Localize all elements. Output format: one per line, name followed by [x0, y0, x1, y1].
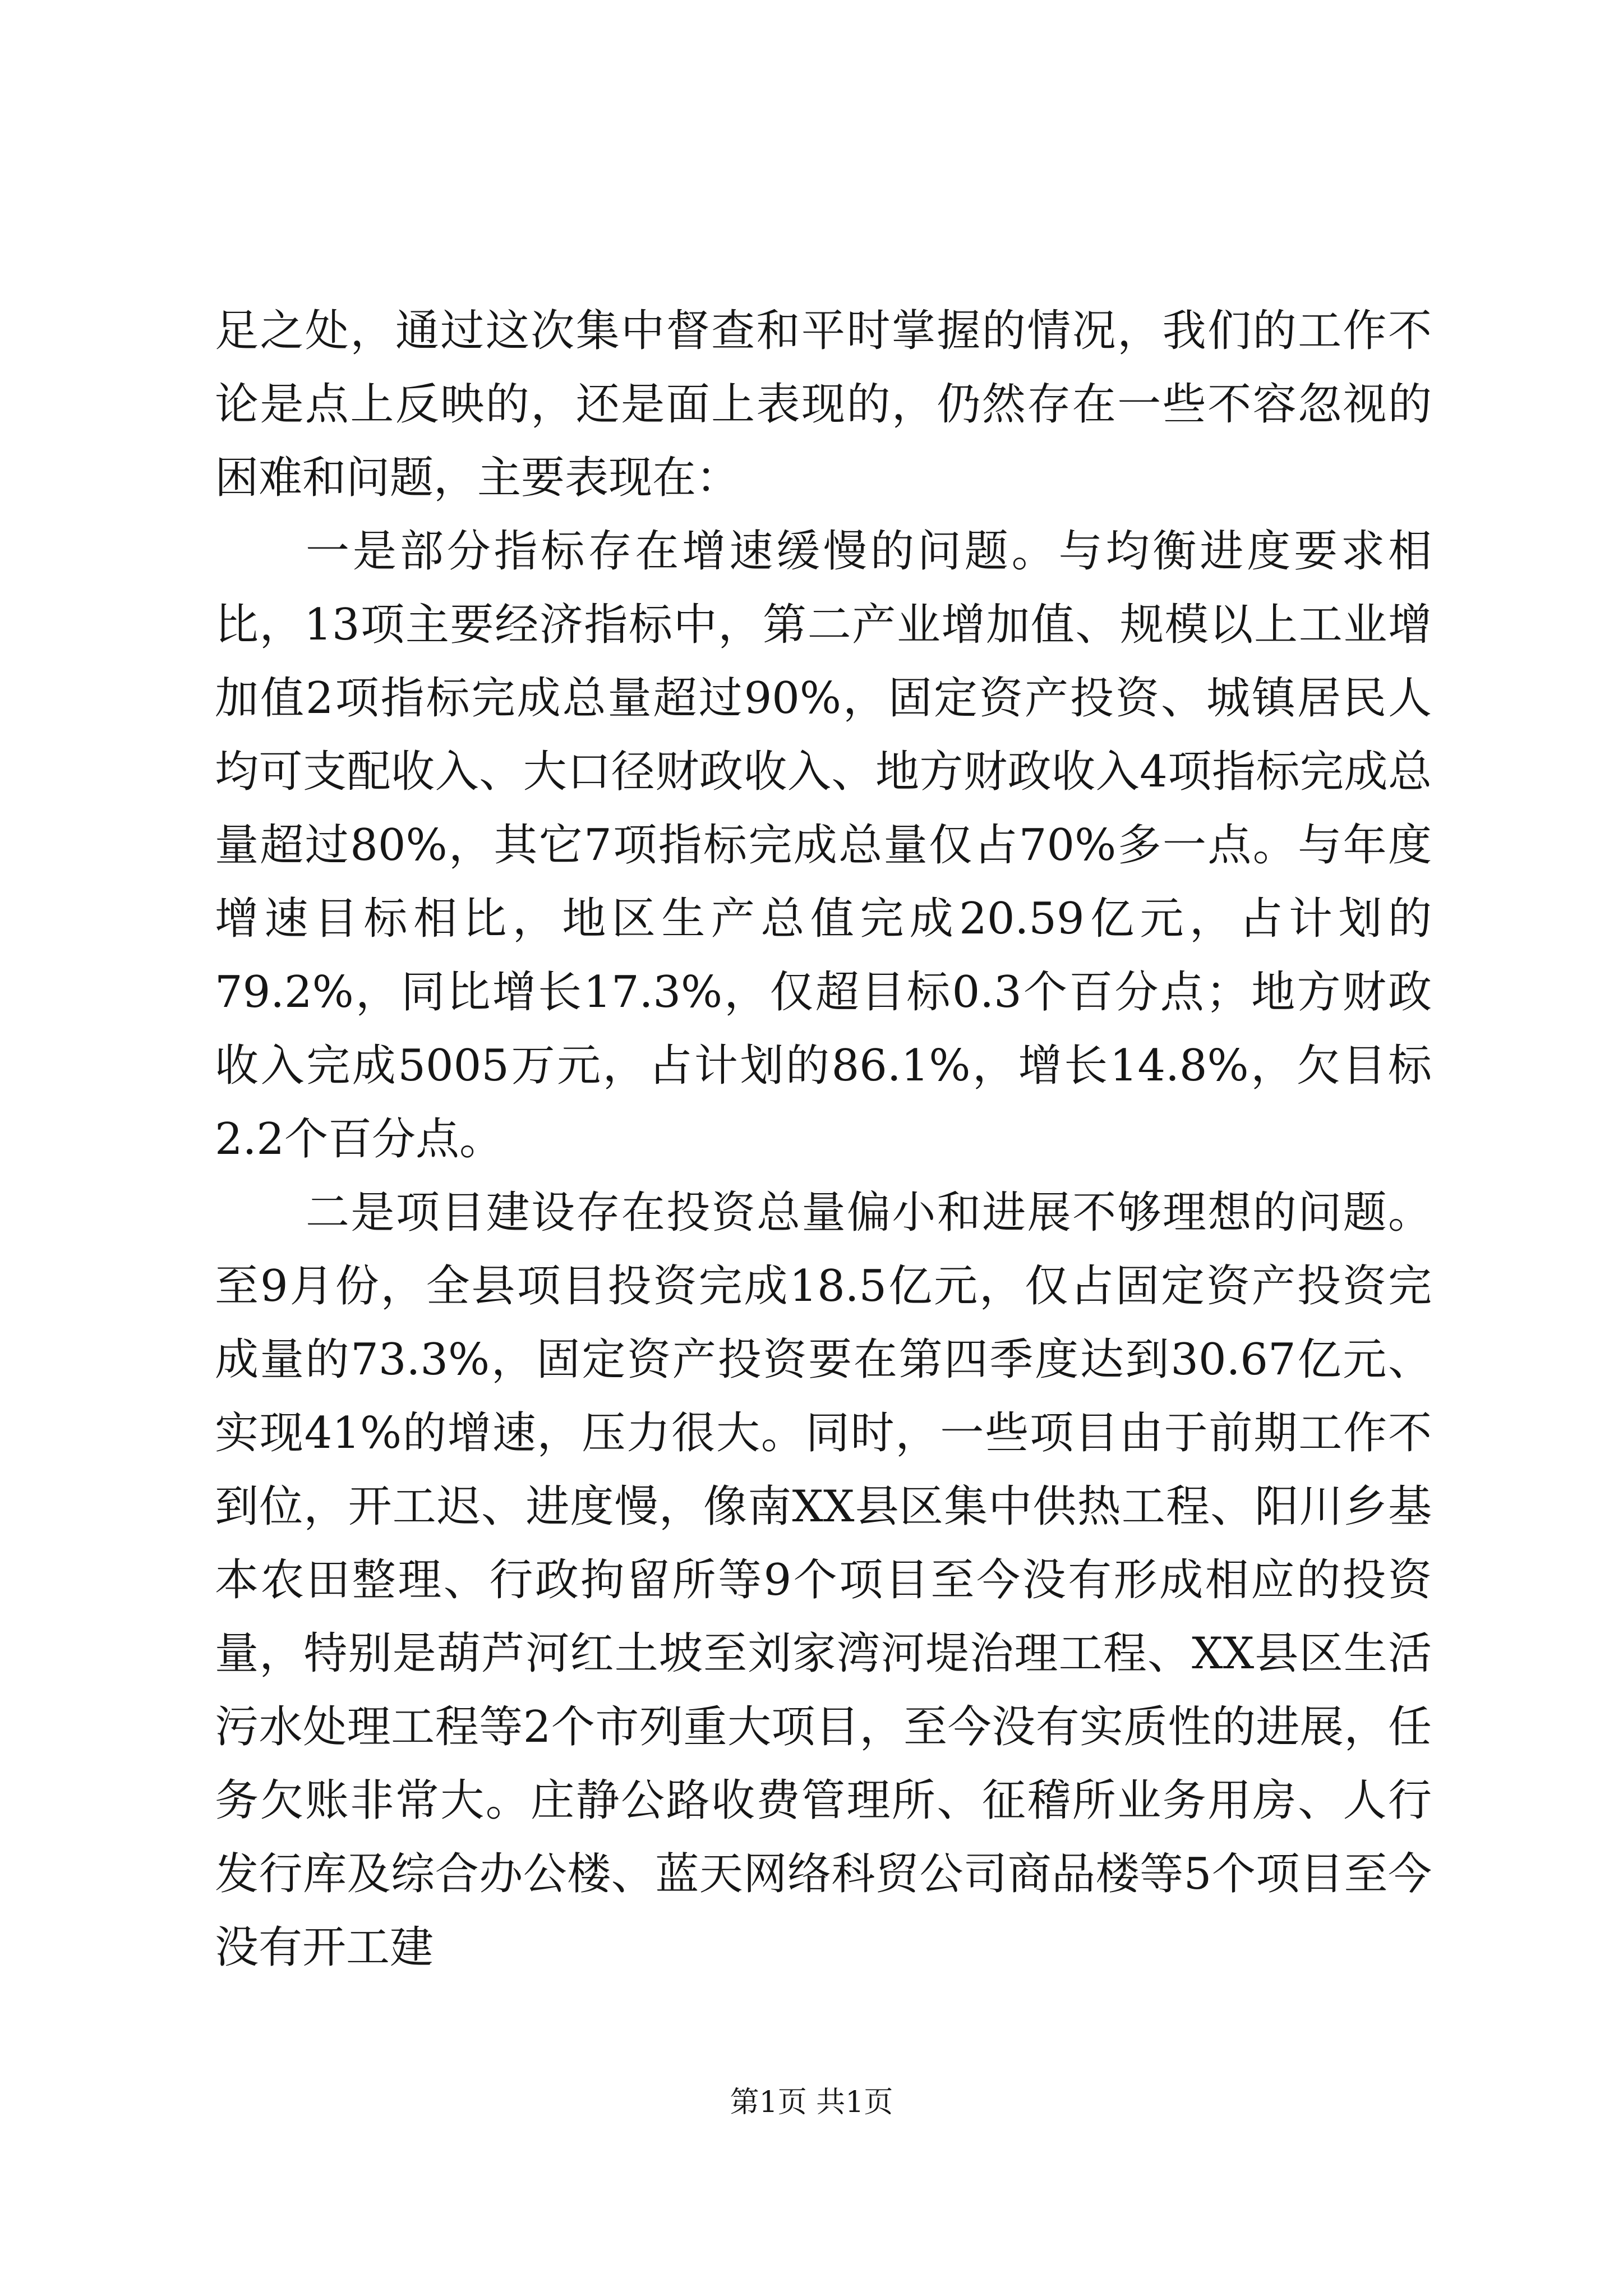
paragraph-continuation: 足之处，通过这次集中督查和平时掌握的情况，我们的工作不论是点上反映的，还是面上表现的，仍然存在一些不容忽视的困难和问题，主要表现在：	[215, 306, 1432, 503]
paragraph-projects: 二是项目建设存在投资总量偏小和进展不够理想的问题。至9月份，全县项目投资完成18.5亿元，仅占固定资产投资完成量的73.3%，固定资产投资要在第四季度达到30.67亿元、实现41%的增速，压力很大。同时，一些项目由于前期工作不到位，开工迟、进度慢，像南XX县区集中供热工程、阳川乡基本农田整理、行政拘留所等9个项目至今没有形成相应的投资量，特别是葫芦河红土坡至刘家湾河堤治理工程、XX县区生活污水处理工程等2个市列重大项目，至今没有实质性的进展，任务欠账非常大。庄静公路收费管理所、征稽所业务用房、人行发行库及综合办公楼、蓝天网络科贸公司商品楼等5个项目至今没有开工建	[215, 1188, 1432, 1973]
document-body	[215, 295, 1432, 1985]
page-footer: 第1页 共1页	[730, 2086, 893, 2119]
paragraph-indicators: 一是部分指标存在增速缓慢的问题。与均衡进度要求相比，13项主要经济指标中，第二产业增加值、规模以上工业增加值2项指标完成总量超过90%，固定资产投资、城镇居民人均可支配收入、大口径财政收入、地方财政收入4项指标完成总量超过80%，其它7项指标完成总量仅占70%多一点。与年度增速目标相比，地区生产总值完成20.59亿元，占计划的79.2%，同比增长17.3%，仅超目标0.3个百分点；地方财政收入完成5005万元，占计划的86.1%，增长14.8%，欠目标2.2个百分点。	[215, 526, 1432, 1165]
